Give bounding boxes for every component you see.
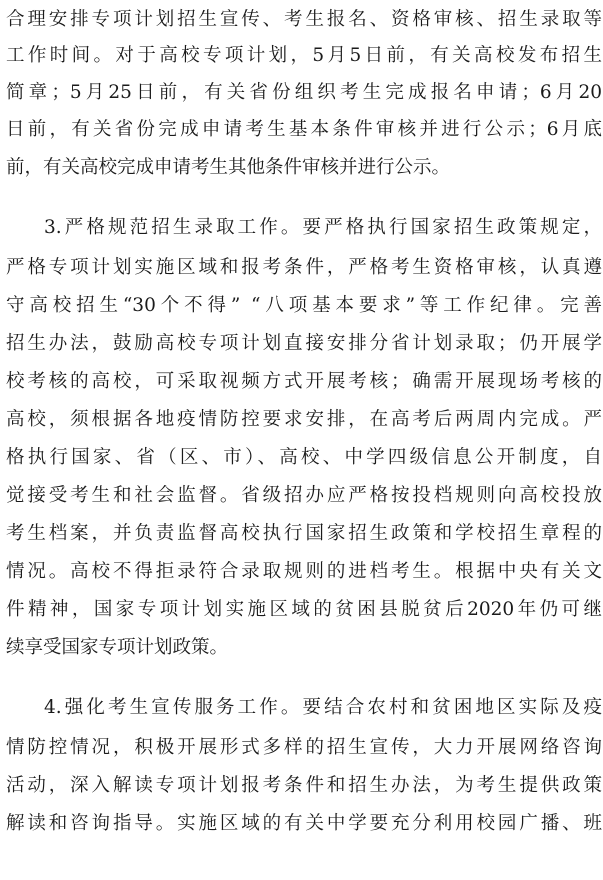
text-line-2: 工作时间。对于高校专项计划，5月5日前，有关高校发布招生 <box>6 45 602 66</box>
text-line-12: 格执行国家、省（区、市）、高校、中学四级信息公开制度，自 <box>6 447 602 468</box>
text-line-13: 觉接受考生和社会监督。省级招办应严格按投档规则向高校投放 <box>6 485 602 506</box>
text-line-11: 高校，须根据各地疫情防控要求安排，在高考后两周内完成。严 <box>6 409 602 430</box>
text-line-4: 日前，有关省份完成申请考生基本条件审核并进行公示；6月底 <box>6 119 602 140</box>
text-line-15: 情况。高校不得拒录符合录取规则的进档考生。根据中央有关文 <box>6 561 602 582</box>
text-line-8: 守高校招生“30个不得” “八项基本要求”等工作纪律。完善 <box>6 295 602 316</box>
text-line-1: 合理安排专项计划招生宣传、考生报名、资格审核、招生录取等 <box>6 9 602 30</box>
text-line-19: 情防控情况，积极开展形式多样的招生宣传，大力开展网络咨询 <box>6 737 602 758</box>
text-line-3: 简章；5月25日前，有关省份组织考生完成报名申请；6月20 <box>6 82 602 103</box>
text-line-10: 校考核的高校，可采取视频方式开展考核；确需开展现场考核的 <box>6 371 602 392</box>
paragraph-3-line-1: 3.严格规范招生录取工作。要严格执行国家招生政策规定， <box>44 217 602 238</box>
text-line-14: 考生档案，并负责监督高校执行国家招生政策和学校招生章程的 <box>6 523 602 544</box>
text-line-7: 严格专项计划实施区域和报考条件，严格考生资格审核，认真遵 <box>6 257 602 278</box>
text-line-16: 件精神，国家专项计划实施区域的贫困县脱贫后2020年仍可继 <box>6 599 602 620</box>
text-line-9: 招生办法，鼓励高校专项计划直接安排分省计划录取；仍开展学 <box>6 333 602 354</box>
text-line-21: 解读和咨询指导。实施区域的有关中学要充分利用校园广播、班 <box>6 813 602 834</box>
text-line-20: 活动，深入解读专项计划报考条件和招生办法，为考生提供政策 <box>6 775 602 796</box>
paragraph-4-line-1: 4.强化考生宣传服务工作。要结合农村和贫困地区实际及疫 <box>44 697 602 718</box>
text-line-17: 续享受国家专项计划政策。 <box>6 637 229 658</box>
text-line-5: 前，有关高校完成申请考生其他条件审核并进行公示。 <box>6 157 451 178</box>
